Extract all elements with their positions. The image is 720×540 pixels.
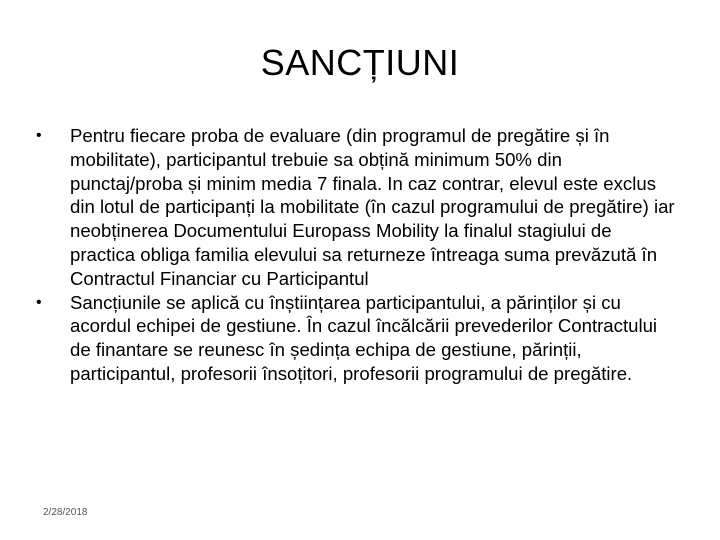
bullet-text-2: Sancțiunile se aplică cu înștiințarea participantului, a părinților și cu acordul echipei de gestiune. În cazul încălcării prevederilor Contractului de finantare se reunesc în ședința echipa de gestiune, părinții, participantul, profesorii însoțitori, profesorii programului de pregătire. [70, 291, 658, 384]
bullet-text-1: Pentru fiecare proba de evaluare (din programul de pregătire și în mobilitate), participantul trebuie sa obțină minimum 50% din punctaj/proba și minim media 7 finala. In caz contrar, elevul este exclus din lotul de participanți la mobilitate (în cazul programului de pregătire) iar neobținerea Documentului Europass Mobility la finalul stagiului de practica obliga familia elevului sa returneze întreaga suma prevăzută în Contractul Financiar cu Participantul [70, 125, 675, 289]
bullet-item-2 [36, 291, 676, 386]
bullet-dot-icon: • [36, 127, 42, 144]
slide-title: SANCȚIUNI [260, 42, 460, 83]
bullet-dot-icon: • [36, 293, 42, 311]
bullet-item-1 [36, 124, 676, 291]
bullet-list [36, 124, 676, 386]
footer-date: 2/28/2018 [43, 507, 88, 518]
